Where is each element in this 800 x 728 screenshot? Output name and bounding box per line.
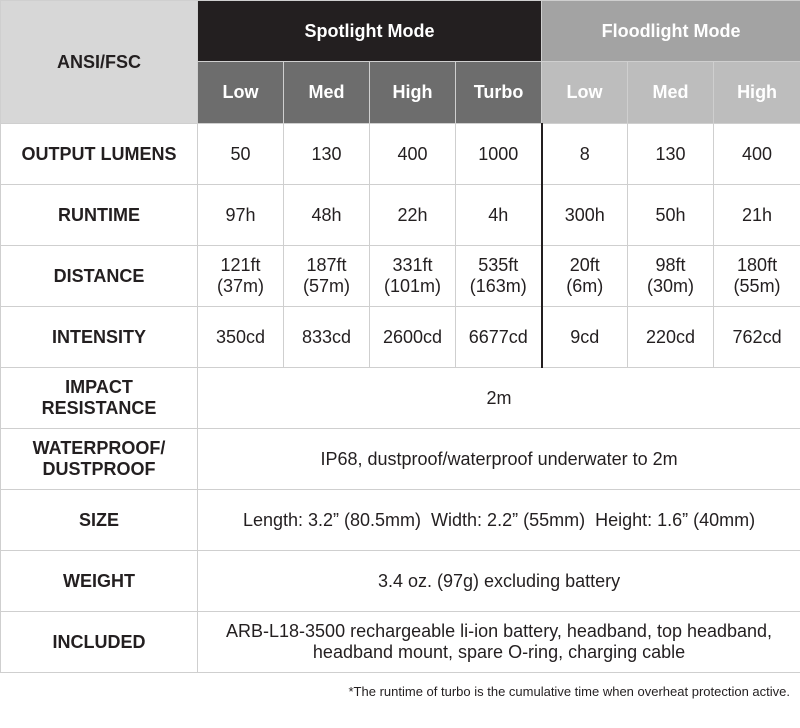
flood-level-low: Low <box>542 62 628 124</box>
spot-level-med: Med <box>284 62 370 124</box>
table-cell: 300h <box>542 185 628 246</box>
row-label: INTENSITY <box>1 307 198 368</box>
distance-ft: 180ft <box>737 255 778 275</box>
table-cell: 2600cd <box>370 307 456 368</box>
row-label: WEIGHT <box>1 551 198 612</box>
table-cell: 130 <box>284 124 370 185</box>
table-cell: 3.4 oz. (97g) excluding battery <box>198 551 800 612</box>
row-label-line: WATERPROOF/ <box>32 438 166 458</box>
table-cell: 762cd <box>714 307 800 368</box>
distance-ft: 98ft <box>655 255 686 275</box>
spotlight-mode-header: Spotlight Mode <box>198 1 542 62</box>
table-cell: 833cd <box>284 307 370 368</box>
table-cell: 6677cd <box>456 307 542 368</box>
distance-m: (55m) <box>733 276 781 296</box>
distance-m: (30m) <box>647 276 695 296</box>
weight-row <box>1 551 800 612</box>
table-cell: 22h <box>370 185 456 246</box>
table-cell: 2m <box>198 368 800 429</box>
row-label <box>1 429 198 490</box>
waterproof-row <box>1 429 800 490</box>
table-cell: 97h <box>198 185 284 246</box>
table-cell <box>370 246 456 307</box>
table-cell: 400 <box>370 124 456 185</box>
distance-m: (101m) <box>383 276 441 296</box>
spot-level-turbo: Turbo <box>456 62 542 124</box>
spot-level-low: Low <box>198 62 284 124</box>
row-label <box>1 368 198 429</box>
mode-header-row <box>1 1 800 62</box>
table-cell: 48h <box>284 185 370 246</box>
table-cell: 1000 <box>456 124 542 185</box>
distance-m: (163m) <box>469 276 527 296</box>
table-cell <box>198 246 284 307</box>
distance-ft: 187ft <box>306 255 347 275</box>
table-cell: 8 <box>542 124 628 185</box>
table-cell: 50h <box>628 185 714 246</box>
table-cell: Length: 3.2” (80.5mm) Width: 2.2” (55mm) Height: 1.6” (40mm) <box>198 490 800 551</box>
distance-ft: 20ft <box>569 255 600 275</box>
table-cell: 130 <box>628 124 714 185</box>
distance-ft: 331ft <box>392 255 433 275</box>
flood-level-med: Med <box>628 62 714 124</box>
row-label: INCLUDED <box>1 612 198 673</box>
table-cell: 21h <box>714 185 800 246</box>
output-lumens-row <box>1 124 800 185</box>
distance-m: (37m) <box>216 276 264 296</box>
table-cell: 220cd <box>628 307 714 368</box>
distance-ft: 535ft <box>478 255 519 275</box>
footnote: *The runtime of turbo is the cumulative time when overheat protection active. <box>348 684 790 699</box>
table-cell: 9cd <box>542 307 628 368</box>
table-cell: 4h <box>456 185 542 246</box>
floodlight-mode-header: Floodlight Mode <box>542 1 800 62</box>
row-label-line: RESISTANCE <box>41 398 157 418</box>
corner-label: ANSI/FSC <box>1 1 198 124</box>
table-cell: 50 <box>198 124 284 185</box>
distance-ft: 121ft <box>220 255 261 275</box>
table-cell: 400 <box>714 124 800 185</box>
row-label-line: DUSTPROOF <box>42 459 156 479</box>
row-label: DISTANCE <box>1 246 198 307</box>
table-cell: 350cd <box>198 307 284 368</box>
included-row <box>1 612 800 673</box>
distance-m: (6m) <box>566 276 604 296</box>
table-cell <box>628 246 714 307</box>
flood-level-high: High <box>714 62 800 124</box>
included-line: ARB-L18-3500 rechargeable li-ion battery, headband, top headband, <box>226 621 773 641</box>
spot-level-high: High <box>370 62 456 124</box>
row-label: OUTPUT LUMENS <box>1 124 198 185</box>
table-cell <box>284 246 370 307</box>
distance-m: (57m) <box>302 276 350 296</box>
impact-resistance-row <box>1 368 800 429</box>
table-cell <box>714 246 800 307</box>
table-cell <box>456 246 542 307</box>
table-cell: IP68, dustproof/waterproof underwater to 2m <box>198 429 800 490</box>
row-label: RUNTIME <box>1 185 198 246</box>
table-cell <box>198 612 800 673</box>
table-cell <box>542 246 628 307</box>
row-label: SIZE <box>1 490 198 551</box>
row-label-line: IMPACT <box>65 377 133 397</box>
runtime-row <box>1 185 800 246</box>
intensity-row <box>1 307 800 368</box>
size-row <box>1 490 800 551</box>
included-line: headband mount, spare O-ring, charging cable <box>312 642 686 662</box>
distance-row <box>1 246 800 307</box>
